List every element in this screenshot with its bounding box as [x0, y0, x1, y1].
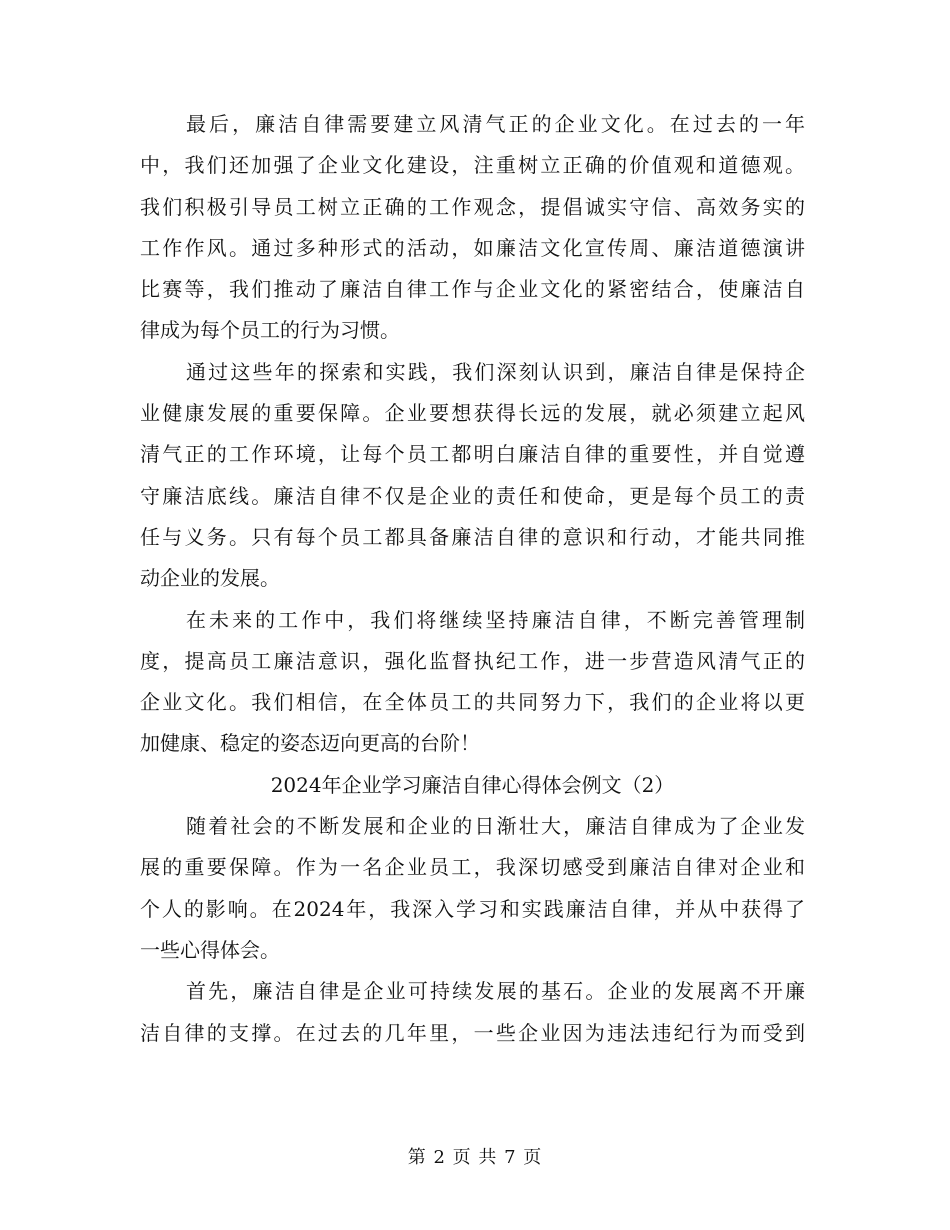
paragraph-line: 通过这些年的探索和实践，我们深刻认识到，廉洁自律是保持企 — [186, 359, 805, 384]
paragraph — [140, 352, 805, 600]
paragraph-line: 一些心得体会。 — [140, 937, 280, 962]
paragraph — [140, 971, 805, 1054]
paragraph-line: 任与义务。只有每个员工都具备廉洁自律的意识和行动，才能共同推 — [140, 524, 805, 549]
paragraph-line: 洁自律的支撑。在过去的几年里，一些企业因为违法违纪行为而受到 — [140, 1020, 805, 1045]
paragraph-line: 工作作风。通过多种形式的活动，如廉洁文化宣传周、廉洁道德演讲 — [140, 235, 805, 260]
paragraph-line: 展的重要保障。作为一名企业员工，我深切感受到廉洁自律对企业和 — [140, 855, 805, 880]
paragraph-line: 企业文化。我们相信，在全体员工的共同努力下，我们的企业将以更 — [140, 690, 805, 715]
paragraph-line: 守廉洁底线。廉洁自律不仅是企业的责任和使命，更是每个员工的责 — [140, 483, 805, 508]
paragraph-line: 度，提高员工廉洁意识，强化监督执纪工作，进一步营造风清气正的 — [140, 648, 805, 673]
paragraph-line: 首先，廉洁自律是企业可持续发展的基石。企业的发展离不开廉 — [186, 979, 805, 1004]
paragraph — [140, 104, 805, 352]
paragraph-line: 中，我们还加强了企业文化建设，注重树立正确的价值观和道德观。 — [140, 153, 805, 178]
paragraph-line: 律成为每个员工的行为习惯。 — [140, 318, 400, 343]
heading-text: 2024年企业学习廉洁自律心得体会例文（2） — [270, 772, 675, 797]
paragraph-line: 比赛等，我们推动了廉洁自律工作与企业文化的紧密结合，使廉洁自 — [140, 277, 805, 302]
paragraph-line: 加健康、稳定的姿态迈向更高的台阶！ — [140, 731, 480, 756]
paragraph — [140, 600, 805, 765]
section-heading — [140, 765, 805, 806]
paragraph — [140, 806, 805, 971]
document-body — [140, 104, 805, 1054]
paragraph-line: 清气正的工作环境，让每个员工都明白廉洁自律的重要性，并自觉遵 — [140, 442, 805, 467]
page-number-footer: 第 2 页 共 7 页 — [407, 1147, 543, 1168]
paragraph-line: 业健康发展的重要保障。企业要想获得长远的发展，就必须建立起风 — [140, 401, 805, 426]
paragraph-line: 随着社会的不断发展和企业的日渐壮大，廉洁自律成为了企业发 — [186, 814, 805, 839]
paragraph-line: 在未来的工作中，我们将继续坚持廉洁自律，不断完善管理制 — [186, 607, 805, 632]
paragraph-line: 我们积极引导员工树立正确的工作观念，提倡诚实守信、高效务实的 — [140, 194, 805, 219]
paragraph-line: 个人的影响。在2024年，我深入学习和实践廉洁自律，并从中获得了 — [140, 896, 805, 921]
paragraph-line: 最后，廉洁自律需要建立风清气正的企业文化。在过去的一年 — [186, 112, 805, 136]
paragraph-line: 动企业的发展。 — [140, 566, 280, 591]
